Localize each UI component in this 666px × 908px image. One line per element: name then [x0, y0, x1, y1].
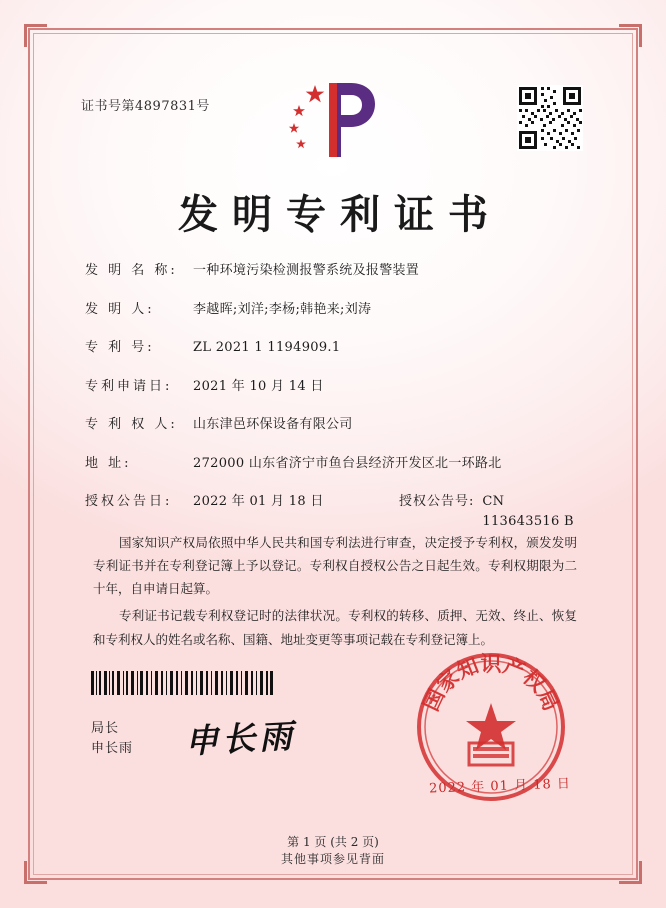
seal-date: 2022 年 01 月 18 日 — [429, 776, 572, 797]
field-label-secondary: 授权公告号: — [399, 494, 475, 509]
legal-paragraph-2: 专利证书记载专利权登记时的法律状况。专利权的转移、质押、无效、终止、恢复和专利权人的姓名或名称、国籍、地址变更等事项记载在专利登记簿上。 — [93, 608, 577, 647]
signature-handwriting: 申长雨 — [184, 716, 298, 761]
signature-title-line1: 局长 — [91, 721, 120, 736]
field-label: 专利申请日: — [85, 378, 173, 394]
barcode — [91, 671, 273, 695]
certificate-title: 发明专利证书 — [178, 191, 502, 238]
field-label: 专 利 权 人: — [85, 417, 178, 432]
field-row-invention-name — [85, 261, 581, 281]
field-label: 发 明 名 称: — [85, 263, 178, 278]
field-value: 一种环境污染检测报警系统及报警装置 — [193, 263, 420, 278]
field-row-application-date — [85, 377, 581, 397]
legal-paragraph-1: 国家知识产权局依照中华人民共和国专利法进行审查，决定授予专利权，颁发发明专利证书并在专利登记簿上予以登记。专利权自授权公告之日起生效。专利权期限为二十年，自申请日起算。 — [93, 535, 577, 597]
field-value: 2022 年 01 月 18 日 — [193, 494, 324, 509]
patent-fields — [85, 261, 581, 550]
field-value: 2021 年 10 月 14 日 — [193, 378, 324, 394]
signature-title-line2: 申长雨 — [91, 741, 134, 757]
page-indicator: 第 1 页 (共 2 页) — [287, 835, 379, 849]
field-value: 李越晖;刘洋;李杨;韩艳来;刘涛 — [193, 301, 372, 317]
field-label: 发 明 人: — [85, 301, 155, 317]
signature-title — [91, 719, 133, 759]
field-row-inventors — [85, 300, 581, 320]
field-value: 272000 山东省济宁市鱼台县经济开发区北一环路北 — [193, 455, 502, 471]
svg-text:国家知识产权局: 国家知识产权局 — [417, 651, 565, 715]
field-row-grant-announcement — [85, 492, 581, 531]
field-value: ZL 2021 1 1194909.1 — [193, 340, 341, 355]
legal-text — [93, 531, 577, 655]
certificate-number: 证书号第4897831号 — [81, 99, 210, 114]
field-label: 地 址: — [85, 455, 132, 471]
certificate-content — [33, 33, 633, 875]
field-label: 授权公告日: — [85, 494, 173, 509]
field-row-patent-number — [85, 338, 581, 358]
field-row-address — [85, 454, 581, 474]
field-value: 山东津邑环保设备有限公司 — [193, 417, 353, 432]
field-value-secondary: CN 113643516 B — [482, 494, 574, 529]
qr-code — [517, 85, 583, 151]
field-label: 专 利 号: — [85, 340, 155, 355]
cnipa-logo-icon — [285, 79, 381, 161]
field-row-patentee — [85, 415, 581, 435]
footer-note: 其他事项参见背面 — [280, 852, 385, 866]
